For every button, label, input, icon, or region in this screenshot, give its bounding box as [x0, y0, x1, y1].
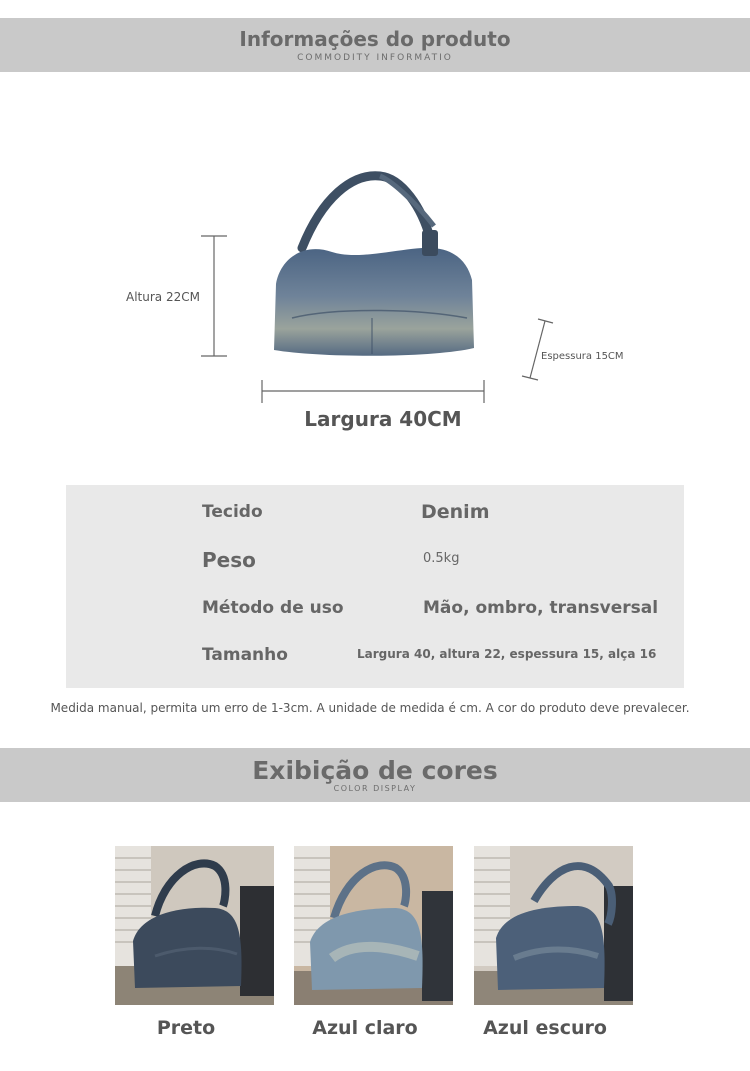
spec-key-size: Tamanho: [202, 645, 288, 665]
depth-label: Espessura 15CM: [541, 351, 624, 362]
bag-illustration: [262, 168, 484, 364]
height-label: Altura 22CM: [126, 290, 200, 304]
bag-photo: [294, 846, 453, 1005]
color-label-azul-claro: Azul claro: [312, 1017, 418, 1039]
color-label-azul-escuro: Azul escuro: [483, 1017, 607, 1039]
spec-table: [66, 485, 684, 688]
bag-photo: [115, 846, 274, 1005]
spec-value-size: Largura 40, altura 22, espessura 15, alça 16: [357, 647, 657, 661]
section-subtitle: COMMODITY INFORMATIO: [297, 53, 453, 63]
spec-key-usage: Método de uso: [202, 598, 344, 618]
section-title: Informações do produto: [239, 27, 511, 51]
section-subtitle: COLOR DISPLAY: [333, 784, 417, 793]
color-photo-preto[interactable]: [115, 846, 274, 1005]
spec-key-weight: Peso: [202, 548, 256, 572]
color-photo-azul-escuro[interactable]: [474, 846, 633, 1005]
bag-photo: [474, 846, 633, 1005]
width-label: Largura 40CM: [304, 407, 462, 431]
section-title: Exibição de cores: [252, 756, 498, 785]
color-display-header: [0, 748, 750, 802]
color-photo-azul-claro[interactable]: [294, 846, 453, 1005]
spec-value-weight: 0.5kg: [423, 551, 460, 566]
color-label-preto: Preto: [156, 1017, 216, 1039]
measurement-note: Medida manual, permita um erro de 1-3cm. A unidade de medida é cm. A cor do produto deve prevalecer.: [50, 701, 690, 715]
spec-value-usage: Mão, ombro, transversal: [423, 598, 659, 618]
spec-key-fabric: Tecido: [202, 502, 263, 522]
spec-value-fabric: Denim: [421, 501, 490, 523]
